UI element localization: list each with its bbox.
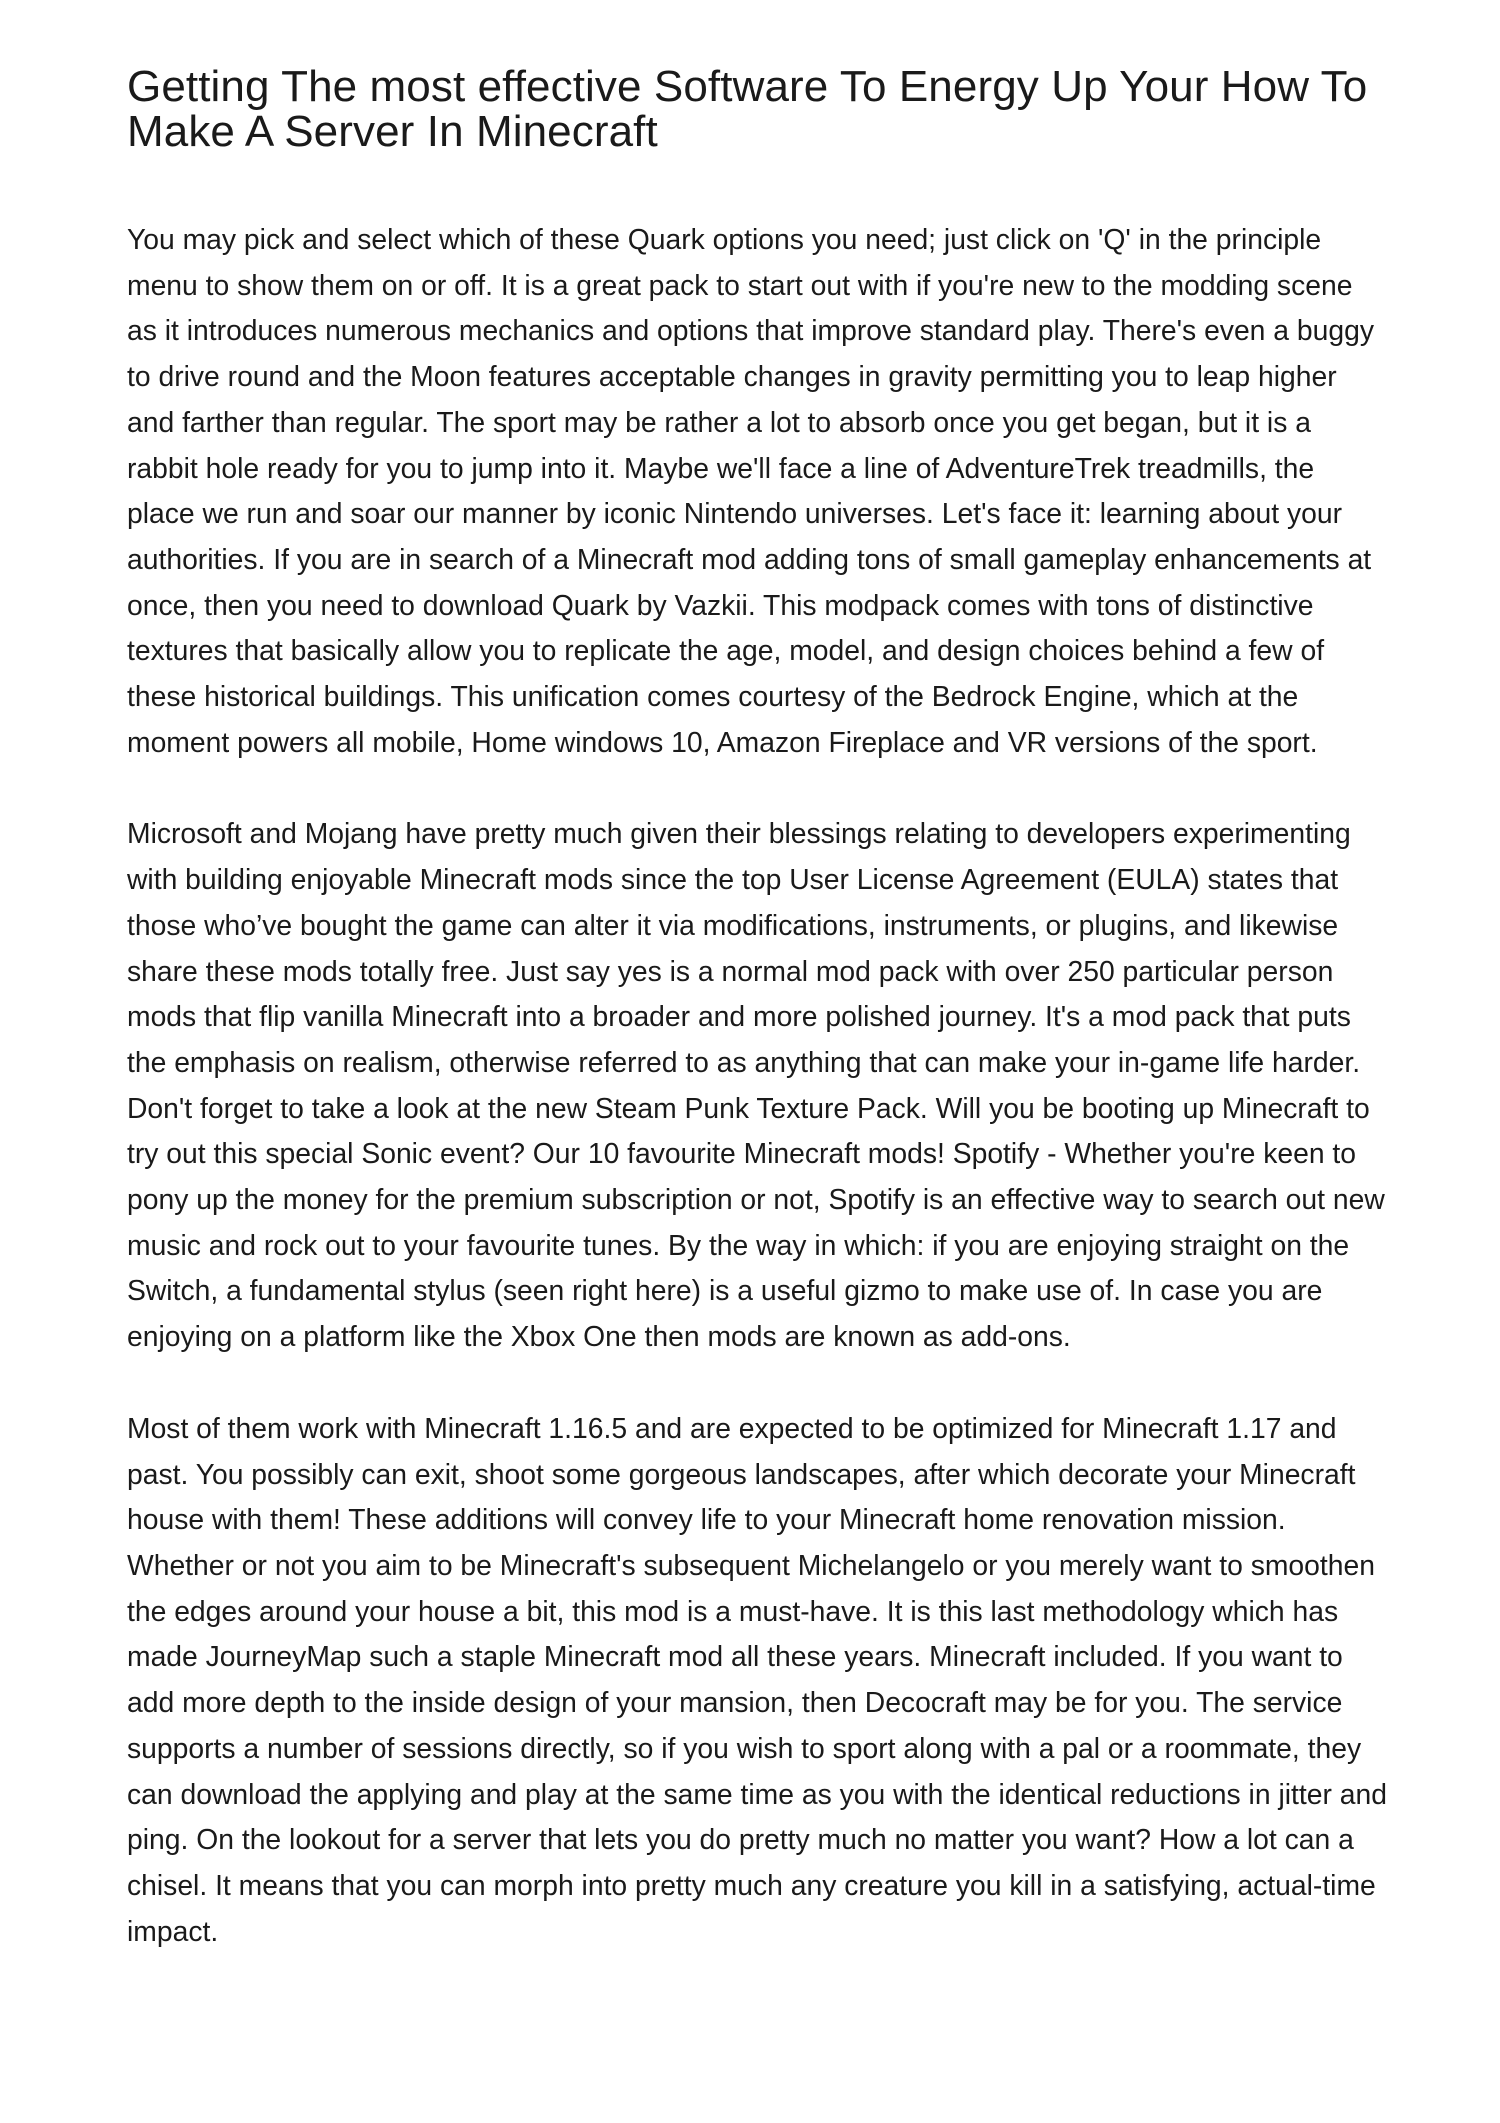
document-title: Getting The most effective Software To Energy Up Your How To Make A Server In Minecraft bbox=[127, 62, 1368, 156]
paragraph-2: Microsoft and Mojang have pretty much given their blessings relating to developers experimenting with building enjoyable Minecraft mods since the top User License Agreement (EULA) states that those who’ve bought the game can alter it via modifications, instruments, or plugins, and likewise share these mods totally free. Just say yes is a normal mod pack with over 250 particular person mods that flip vanilla Minecraft into a broader and more polished journey. It's a mod pack that puts the emphasis on realism, otherwise referred to as anything that can make your in-game life harder. Don't forget to take a look at the new Steam Punk Texture Pack. Will you be booting up Minecraft to try out this special Sonic event? Our 10 favourite Minecraft mods! Spotify - Whether you're keen to pony up the money for the premium subscription or not, Spotify is an effective way to search out new music and rock out to your favourite tunes. By the way in which: if you are enjoying straight on the Switch, a fundamental stylus (seen right here) is a useful gizmo to make use of. In case you are enjoying on a platform like the Xbox One then mods are known as add-ons. bbox=[127, 817, 1385, 1353]
paragraph-1: You may pick and select which of these Quark options you need; just click on 'Q' in the principle menu to show them on or off. It is a great pack to start out with if you're new to the modding scene as it introduces numerous mechanics and options that improve standard play. There's even a buggy to drive round and the Moon features acceptable changes in gravity permitting you to leap higher and farther than regular. The sport may be rather a lot to absorb once you get began, but it is a rabbit hole ready for you to jump into it. Maybe we'll face a line of AdventureTrek treadmills, the place we run and soar our manner by iconic Nintendo universes. Let's face it: learning about your authorities. If you are in search of a Minecraft mod adding tons of small gameplay enhancements at once, then you need to download Quark by Vazkii. This modpack comes with tons of distinctive textures that basically allow you to replicate the age, model, and design choices behind a few of these historical buildings. This unification comes courtesy of the Bedrock Engine, which at the moment powers all mobile, Home windows 10, Amazon Fireplace and VR versions of the sport. bbox=[127, 223, 1374, 758]
paragraph-3: Most of them work with Minecraft 1.16.5 and are expected to be optimized for Minecraft 1.17 and past. You possibly can exit, shoot some gorgeous landscapes, after which decorate your Minecraft house with them! These additions will convey life to your Minecraft home renovation mission. Whether or not you aim to be Minecraft's subsequent Michelangelo or you merely want to smoothen the edges around your house a bit, this mod is a must-have. It is this last methodology which has made JourneyMap such a staple Minecraft mod all these years. Minecraft included. If you want to add more depth to the inside design of your mansion, then Decocraft may be for you. The service supports a number of sessions directly, so if you wish to sport along with a pal or a roommate, they can download the applying and play at the same time as you with the identical reductions in jitter and ping. On the lookout for a server that lets you do pretty much no matter you want? How a lot can a chisel. It means that you can morph into pretty much any creature you kill in a satisfying, actual-time impact. bbox=[127, 1411, 1387, 1947]
document-page bbox=[127, 64, 1389, 2000]
